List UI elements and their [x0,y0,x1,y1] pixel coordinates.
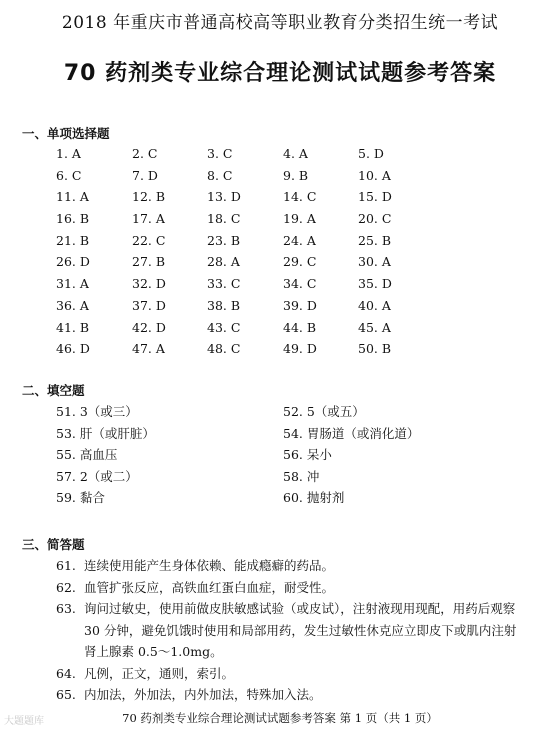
answer-row [56,402,476,424]
answer-cell: 24. A [283,232,316,248]
section-heading-fill-in: 二、填空题 [22,383,85,398]
answer-cell: 33. C [207,276,241,292]
answer-cell: 34. C [283,276,317,292]
answer-row [56,298,476,320]
answer-cell: 9. B [283,167,309,183]
short-answer-item [56,663,526,685]
answer-row [56,254,476,276]
answer-cell: 60. 抛射剂 [283,490,345,505]
answer-cell: 11. A [56,189,89,205]
answer-cell: 29. C [283,254,317,270]
short-answer-list [56,555,526,706]
answer-cell: 45. A [358,319,391,335]
answer-text: 凡例，正文，通则，索引。 [84,665,235,681]
answer-cell: 23. B [207,232,241,248]
answer-cell: 5. D [358,146,384,161]
answer-row [56,233,476,255]
answer-cell: 3. C [207,146,233,161]
answer-cell: 4. A [283,146,308,161]
answer-cell: 57. 2（或二） [56,468,138,484]
answer-cell: 14. C [283,189,317,205]
answer-row [56,467,476,489]
answer-cell: 6. C [56,167,82,183]
question-number: 61. [56,558,76,573]
question-number: 64. [56,665,76,681]
answer-cell: 38. B [207,297,241,313]
short-answer-item [56,577,526,599]
answer-cell: 47. A [132,341,165,357]
short-answer-item [56,684,526,706]
answer-cell: 53. 肝（或肝脏） [56,425,155,441]
answer-cell: 8. C [207,167,233,183]
answer-cell: 59. 黏合 [56,490,105,505]
answer-cell: 46. D [56,341,90,357]
question-number: 62. [56,579,76,595]
answer-row [56,320,476,342]
answer-cell: 28. A [207,254,240,270]
answer-cell: 2. C [132,146,158,161]
answer-cell: 15. D [358,189,392,205]
answer-cell: 52. 5（或五） [283,404,365,419]
answer-cell: 40. A [358,297,391,313]
answer-cell: 51. 3（或三） [56,404,138,419]
answer-text: 血管扩张反应，高铁血红蛋白血症，耐受性。 [84,579,335,595]
answer-cell: 32. D [132,276,166,292]
document-title: 70 药剂类专业综合理论测试试题参考答案 [63,61,497,86]
answer-cell: 58. 冲 [283,468,320,484]
answer-cell: 56. 呆小 [283,447,332,462]
answer-cell: 12. B [132,189,166,205]
question-number: 65. [56,687,76,702]
answer-cell: 13. D [207,189,241,205]
answer-row [56,445,476,467]
answer-cell: 39. D [283,297,317,313]
section-heading-short-answer: 三、简答题 [22,537,85,552]
answer-cell: 35. D [358,276,392,292]
answer-cell: 18. C [207,211,241,227]
answer-row [56,168,476,190]
page-footer: 70 药剂类专业综合理论测试试题参考答案 第 1 页（共 1 页） [122,711,438,725]
answer-cell: 19. A [283,211,316,227]
answer-cell: 7. D [132,167,158,183]
answer-cell: 16. B [56,211,90,227]
answer-cell: 10. A [358,167,391,183]
short-answer-item [56,555,526,577]
answer-text: 连续使用能产生身体依赖、能成瘾癖的药品。 [84,558,335,573]
answer-cell: 55. 高血压 [56,447,118,462]
exam-title: 2018 年重庆市普通高校高等职业教育分类招生统一考试 [61,13,499,33]
answer-cell: 22. C [132,232,166,248]
answer-cell: 26. D [56,254,90,270]
answer-cell: 30. A [358,254,391,270]
answer-cell: 49. D [283,341,317,357]
answer-cell: 27. B [132,254,166,270]
answer-row [56,488,476,510]
answer-cell: 36. A [56,297,89,313]
section-heading-multiple-choice: 一、单项选择题 [22,126,110,141]
answer-row [56,211,476,233]
answer-row [56,189,476,211]
answer-cell: 20. C [358,211,392,227]
answer-cell: 21. B [56,232,90,248]
answer-row [56,276,476,298]
answer-text: 内加法，外加法，内外加法，特殊加入法。 [84,687,322,702]
answer-cell: 50. B [358,341,392,357]
multiple-choice-answers [56,146,476,363]
answer-cell: 44. B [283,319,317,335]
answer-text: 询问过敏史，使用前做皮肤敏感试验（或皮试），注射液现用现配，用药后观察30 分钟，避免饥饿时使用和局部用药，发生过敏性休克应立即皮下或肌内注射肾上腺素 0.5～1.0mg。 [84,601,517,659]
answer-cell: 31. A [56,276,89,292]
fill-in-answers [56,402,476,510]
answer-row [56,424,476,446]
answer-cell: 48. C [207,341,241,357]
answer-cell: 1. A [56,146,81,161]
answer-cell: 42. D [132,319,166,335]
answer-cell: 37. D [132,297,166,313]
answer-cell: 41. B [56,319,90,335]
question-number: 63. [56,601,76,616]
answer-cell: 25. B [358,232,392,248]
answer-cell: 54. 胃肠道（或消化道） [283,425,420,441]
answer-row [56,341,476,363]
answer-cell: 43. C [207,319,241,335]
watermark-text: 大题题库 [4,716,44,727]
short-answer-item [56,598,526,663]
answer-row [56,146,476,168]
answer-cell: 17. A [132,211,165,227]
